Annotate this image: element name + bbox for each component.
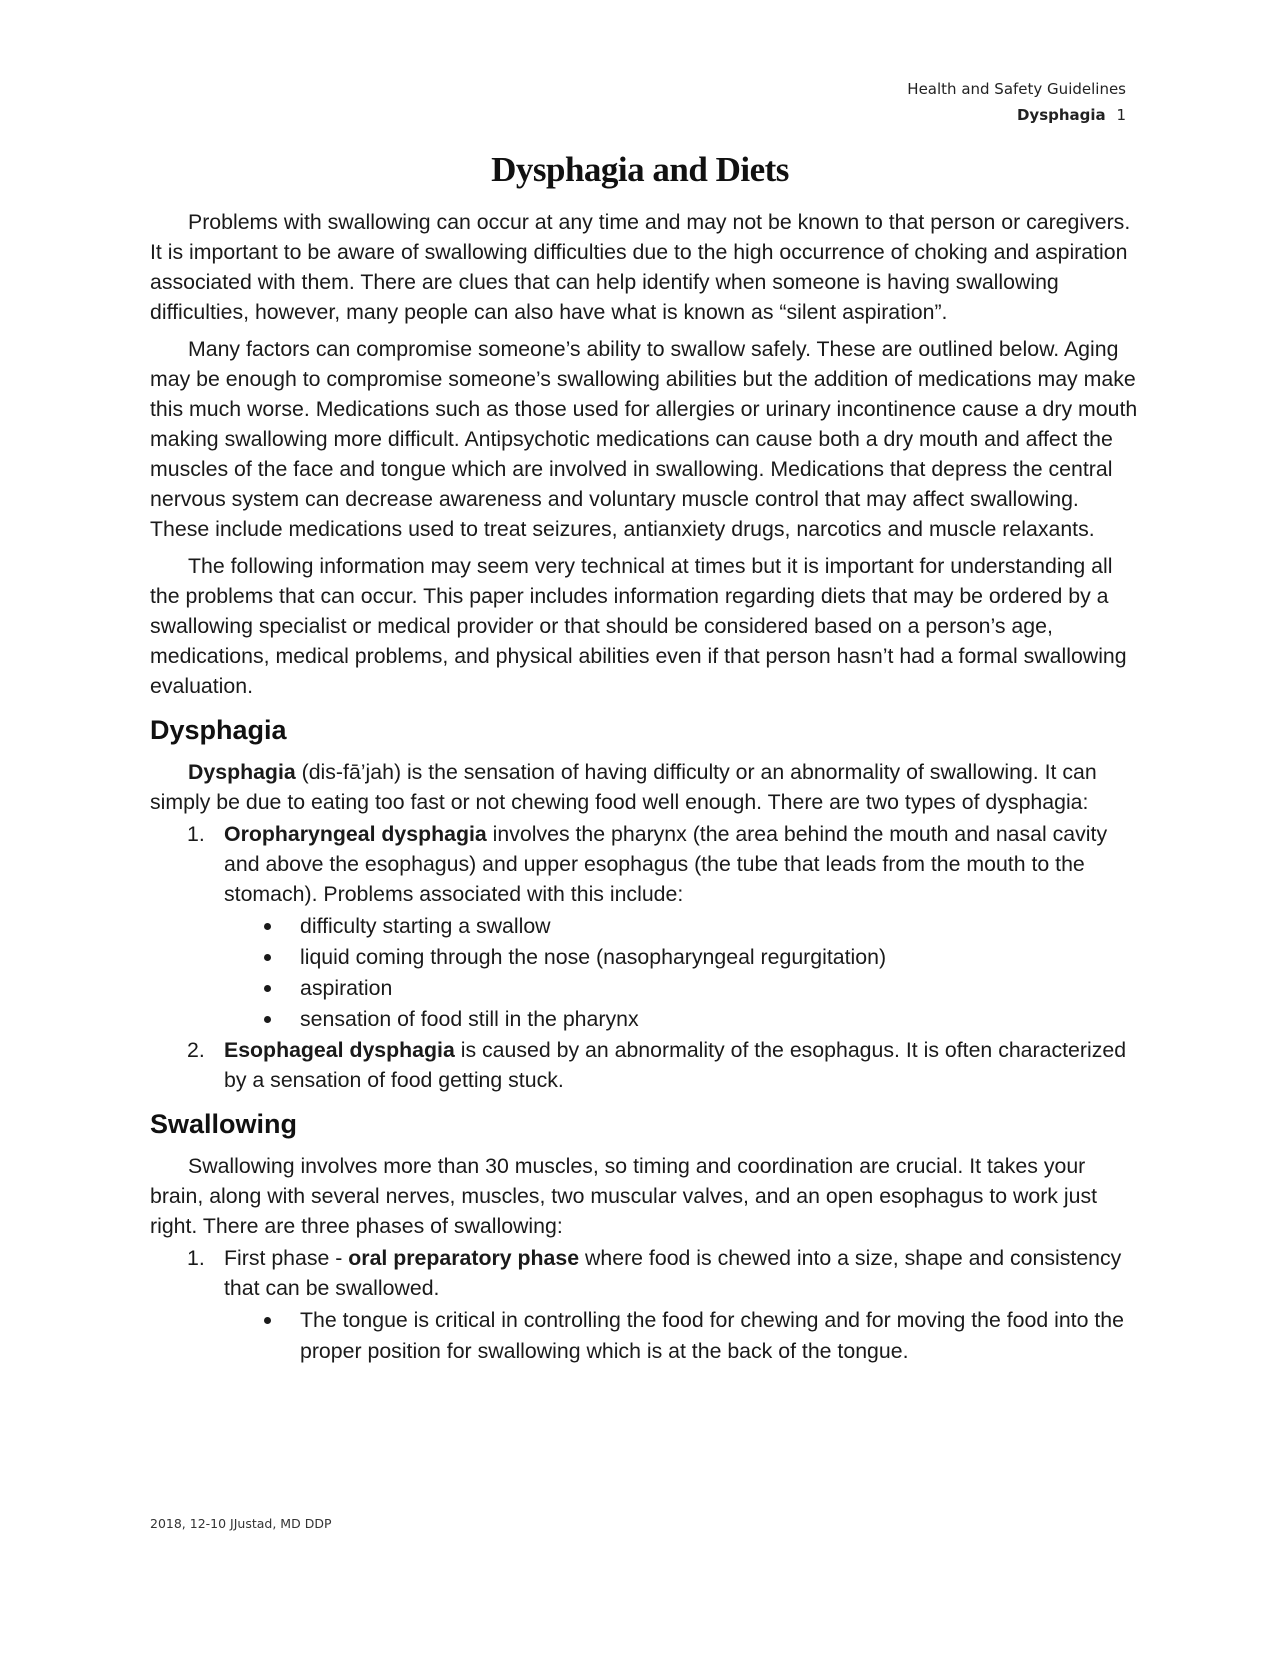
bullet-text: difficulty starting a swallow [300,914,551,938]
type-term: Esophageal dysphagia [224,1038,455,1062]
phase-prefix: First phase - [224,1246,349,1270]
header-section-name: Dysphagia [1016,106,1106,124]
bullet-icon [264,954,271,961]
section-heading-dysphagia: Dysphagia [150,715,287,745]
header-guidelines-title: Health and Safety Guidelines [907,80,1126,98]
bullet-item [224,942,1138,973]
type-term: Oropharyngeal dysphagia [224,822,487,846]
intro-paragraph: Problems with swallowing can occur at any time and may not be known to that person or caregivers. It is important to be aware of swallowing difficulties due to the high occurrence of choking and aspiration associated with them. There are clues that can help identify when someone is having swallowing difficulties, however, many people can also have what is known as “silent aspiration”. [150,210,1131,324]
bullet-text: aspiration [300,976,393,1000]
bullet-icon [264,985,271,992]
list-number: 1. [187,1246,205,1270]
bullet-icon [264,1317,271,1324]
bullet-text: sensation of food still in the pharynx [300,1007,639,1031]
footer-credit: 2018, 12-10 JJustad, MD DDP [150,1516,332,1531]
bullet-item [224,1305,1138,1367]
header-section-line [907,102,1126,128]
swallowing-intro: Swallowing involves more than 30 muscles, so timing and coordination are crucial. It takes your brain, along with several nerves, muscles, two muscular valves, and an open esophagus to work just right. There are three phases of swallowing: [150,1154,1098,1238]
list-item [150,1243,1138,1367]
type-text: involves the pharynx (the area behind the mouth and nasal cavity and above the esophagus) and upper esophagus (the tube that leads from the mouth to the stomach). Problems associated with this include: [224,822,1108,906]
swallowing-phases-list [150,1243,1138,1367]
dysphagia-term: Dysphagia [188,760,296,784]
phase-bullet-list [224,1305,1138,1367]
phase-term: oral preparatory phase [348,1246,580,1270]
bullet-item [224,911,1138,942]
document-title: Dysphagia and Diets [491,150,789,189]
problems-bullet-list [224,911,1138,1035]
bullet-text: liquid coming through the nose (nasopharyngeal regurgitation) [300,945,887,969]
dysphagia-definition [150,757,1138,817]
bullet-icon [264,1016,271,1023]
bullet-icon [264,923,271,930]
list-item [150,1035,1138,1095]
intro-paragraph: Many factors can compromise someone’s ability to swallow safely. These are outlined below. Aging may be enough to compromise someone’s swallowing abilities but the addition of medications may make this much worse. Medications such as those used for allergies or urinary incontinence cause a dry mouth making swallowing more difficult. Antipsychotic medications can cause both a dry mouth and affect the muscles of the face and tongue which are involved in swallowing. Medications that depress the central nervous system can decrease awareness and voluntary muscle control that may affect swallowing. These include medications used to treat seizures, antianxiety drugs, narcotics and muscle relaxants. [150,337,1138,541]
list-number: 2. [187,1038,205,1062]
bullet-text: The tongue is critical in controlling the food for chewing and for moving the food into the proper position for swallowing which is at the back of the tongue. [300,1308,1124,1363]
phase-text: where food is chewed into a size, shape and consistency that can be swallowed. [224,1246,1122,1300]
section-heading-swallowing: Swallowing [150,1109,298,1139]
document-body [150,207,1138,1367]
intro-paragraph: The following information may seem very technical at times but it is important for understanding all the problems that can occur. This paper includes information regarding diets that may be ordered by a swallowing specialist or medical provider or that should be considered based on a person’s age, medications, medical problems, and physical abilities even if that person hasn’t had a formal swallowing evaluation. [150,554,1127,698]
bullet-item [224,973,1138,1004]
dysphagia-types-list [150,819,1138,1095]
type-text: is caused by an abnormality of the esophagus. It is often characterized by a sensation of food getting stuck. [224,1038,1127,1092]
list-number: 1. [187,822,205,846]
bullet-item [224,1004,1138,1035]
dysphagia-definition-text: (dis-fā’jah) is the sensation of having difficulty or an abnormality of swallowing. It can simply be due to eating too fast or not chewing food well enough. There are two types of dysphagia: [150,760,1097,814]
page-number: 1 [1116,106,1126,124]
list-item [150,819,1138,1035]
running-header [907,76,1126,128]
